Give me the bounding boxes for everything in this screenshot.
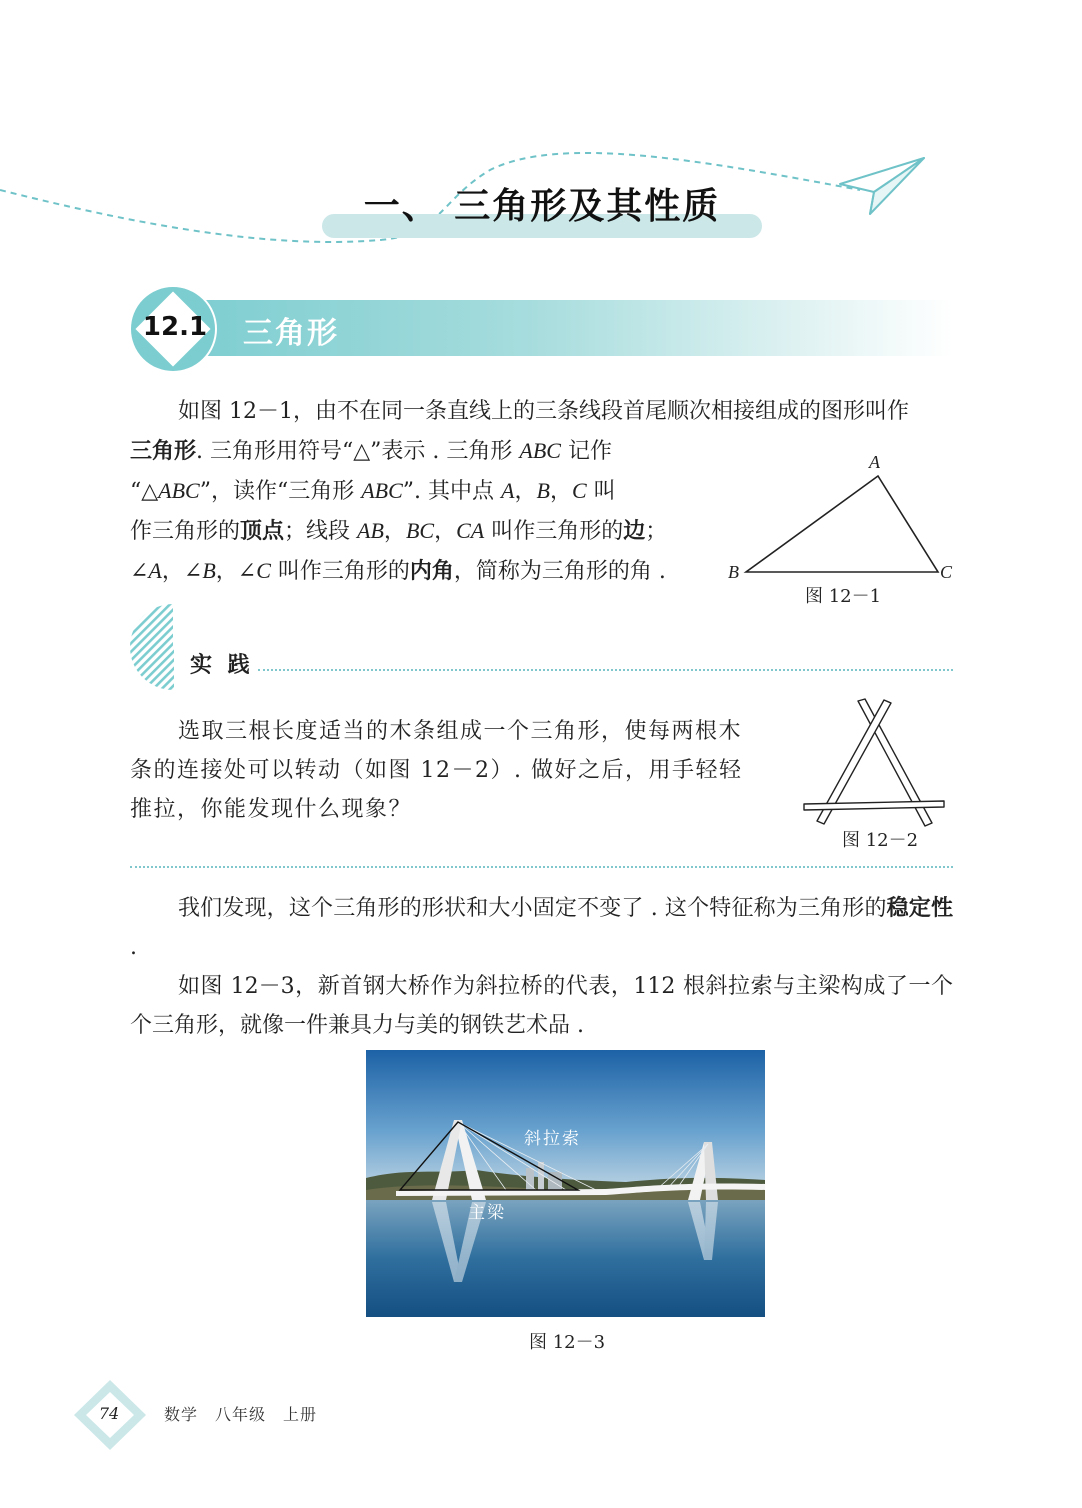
term-vertex: 顶点: [240, 519, 285, 544]
intro-text: ；线段: [284, 519, 358, 544]
intro-line-1: [130, 392, 953, 431]
point-c: C: [571, 478, 587, 503]
intro-text: ；: [645, 519, 668, 544]
stability-text: 我们发现，这个三角形的形状和大小固定不变了 . 这个特征称为三角形的: [178, 896, 887, 921]
intro-text: ”，读作“三角形: [199, 479, 362, 504]
stability-paragraph: [130, 889, 953, 967]
bridge-paragraph: 如图 12－3，新首钢大桥作为斜拉桥的代表，112 根斜拉索与主梁构成了一个个三角形，就像一件兼具力与美的钢铁艺术品 .: [130, 974, 953, 1038]
segment-ca: CA: [456, 518, 485, 543]
stability-text-end: .: [130, 935, 137, 960]
separator: ，: [161, 559, 184, 584]
figure1-label-a: A: [869, 452, 880, 472]
figure1-label-b: B: [728, 562, 739, 582]
section-number: 12.1: [142, 312, 208, 342]
separator: ，: [215, 559, 238, 584]
term-stability: 稳定性: [886, 896, 953, 921]
page-number: 74: [98, 1404, 120, 1423]
intro-text: 记作: [560, 439, 612, 464]
paper-plane-icon: [840, 158, 924, 214]
point-b: B: [536, 478, 550, 503]
intro-text: 叫作三角形的: [270, 559, 410, 584]
bridge-photo: [366, 1050, 765, 1317]
intro-text: ”. 其中点: [402, 479, 502, 504]
intro-text: ，简称为三角形的角 .: [453, 559, 666, 584]
separator: ，: [549, 479, 572, 504]
figure1-caption: 图 12－1: [805, 586, 882, 607]
term-triangle: 三角形: [130, 439, 197, 464]
bridge-illustration: [366, 1050, 765, 1317]
intro-text: 叫: [586, 479, 616, 504]
practice-text: 选取三根长度适当的木条组成一个三角形，使每两根木条的连接处可以转动（如图 12－2）. 做好之后，用手轻轻推拉，你能发现什么现象？: [130, 719, 743, 822]
practice-bottom-divider: [130, 866, 953, 868]
segment-ab: AB: [357, 518, 384, 543]
term-side: 边: [623, 519, 646, 544]
figure2-caption: 图 12－2: [842, 830, 919, 851]
figure3-label-beam: 主梁: [468, 1203, 506, 1223]
intro-text: 如图 12－1，由不在同一条直线上的三条线段首尾顺次相接组成的图形叫作: [178, 399, 909, 424]
practice-top-divider: [258, 669, 953, 671]
figure-wooden-triangle: [800, 695, 950, 830]
separator: ，: [434, 519, 457, 544]
abc-symbol: ABC: [158, 478, 200, 503]
intro-text: 作三角形的: [130, 519, 241, 544]
angle-b: ∠B: [183, 558, 216, 583]
angle-a: ∠A: [130, 558, 162, 583]
term-interior-angle: 内角: [409, 559, 454, 584]
segment-bc: BC: [405, 518, 435, 543]
separator: ，: [383, 519, 406, 544]
figure1-label-c: C: [940, 562, 953, 582]
chapter-title: 一、 三角形及其性质: [363, 186, 721, 227]
practice-label: 实 践: [190, 653, 254, 678]
figure3-caption: 图 12－3: [529, 1332, 606, 1353]
section-title: 三角形: [243, 316, 339, 351]
abc-symbol: ABC: [519, 438, 561, 463]
figure3-label-cable: 斜拉索: [524, 1129, 581, 1149]
separator: ，: [514, 479, 537, 504]
intro-text: “△: [130, 479, 159, 504]
angle-c: ∠C: [237, 558, 271, 583]
point-a: A: [501, 478, 515, 503]
figure-triangle-abc: [720, 450, 960, 590]
abc-symbol: ABC: [361, 478, 403, 503]
footer-book-title: 数学 八年级 上册: [164, 1405, 318, 1424]
intro-text: 叫作三角形的: [484, 519, 624, 544]
intro-text: . 三角形用符号“△”表示 . 三角形: [196, 439, 520, 464]
